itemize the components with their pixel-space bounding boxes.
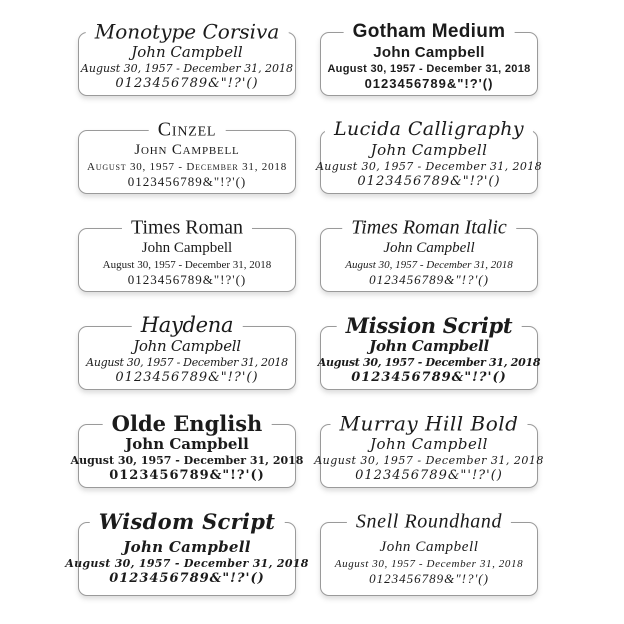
deceased-name-sample: John Campbell: [134, 142, 240, 158]
font-sample-card-cinzel: [78, 118, 296, 194]
font-sample-card-times-roman-italic: [320, 216, 538, 292]
font-sample-card-haydena: [78, 312, 296, 390]
character-set-sample: 0123456789&"!?'(): [369, 272, 489, 287]
font-sample-card-monotype-corsiva: [78, 19, 296, 96]
deceased-name-sample: John Campbell: [370, 141, 488, 159]
date-range-sample: August 30, 1957 - December 31, 2018: [317, 356, 541, 369]
font-name-label: Lucida Calligraphy: [325, 120, 533, 139]
font-sample-card-murray-hill-bold: [314, 411, 544, 488]
date-range-sample: August 30, 1957 - December 31, 2018: [314, 454, 544, 467]
character-set-sample: 0123456789&"!?'(): [351, 370, 507, 385]
font-name-label: Monotype Corsiva: [86, 21, 289, 41]
deceased-name-sample: John Campbell: [379, 539, 479, 555]
character-set-sample: 0123456789&"!?'(): [109, 468, 265, 483]
character-set-sample: 0123456789&"!?'(): [115, 370, 259, 385]
deceased-name-sample: John Campbell: [133, 337, 241, 355]
character-set-sample: 0123456789&"!?'(): [127, 174, 247, 189]
font-name-label: Murray Hill Bold: [331, 413, 528, 433]
deceased-name-sample: John Campbell: [373, 44, 485, 61]
font-sample-card-lucida-calligraphy: [315, 117, 543, 194]
date-range-sample: August 30, 1957 - December 31, 2018: [70, 454, 304, 467]
deceased-name-sample: John Campbell: [141, 240, 233, 256]
date-range-sample: August 30, 1957 - December 31, 2018: [87, 161, 287, 173]
character-set-sample: 0123456789&"!?'(): [115, 76, 259, 91]
date-range-sample: August 30, 1957 - December 31, 2018: [334, 558, 524, 570]
font-name-label: Haydena: [132, 315, 243, 336]
character-set-sample: 0123456789&"!?'(): [369, 571, 489, 586]
deceased-name-sample: John Campbell: [369, 337, 489, 355]
character-set-sample: 0123456789&"'!?'(): [355, 468, 503, 483]
font-name-label: Times Roman: [122, 217, 252, 237]
date-range-sample: August 30, 1957 - December 31, 2018: [315, 160, 543, 173]
font-sample-card-gotham-medium: [320, 20, 538, 96]
deceased-name-sample: John Campbell: [125, 435, 249, 453]
font-sample-card-olde-english: [70, 410, 304, 488]
character-set-sample: 0123456789&"!?'(): [109, 571, 265, 586]
font-name-label: Times Roman Italic: [342, 217, 516, 237]
date-range-sample: August 30, 1957 - December 31, 2018: [102, 259, 272, 271]
date-range-sample: August 30, 1957 - December 31, 2018: [80, 62, 294, 75]
deceased-name-sample: John Campbell: [123, 538, 251, 556]
deceased-name-sample: John Campbell: [131, 43, 243, 61]
date-range-sample: August 30, 1957 - December 31, 2018: [345, 259, 513, 271]
deceased-name-sample: John Campbell: [383, 240, 475, 256]
deceased-name-sample: John Campbell: [370, 435, 488, 453]
date-range-sample: August 30, 1957 - December 31, 2018: [65, 557, 309, 570]
font-name-label: Wisdom Script: [90, 511, 285, 532]
font-name-label: Gotham Medium: [344, 22, 515, 41]
character-set-sample: 0123456789&"!?'(): [127, 272, 247, 287]
font-sample-card-wisdom-script: [65, 508, 309, 596]
font-sample-card-snell-roundhand: [320, 510, 538, 596]
date-range-sample: August 30, 1957 - December 31, 2018: [327, 63, 531, 75]
font-name-label: Olde English: [103, 413, 272, 434]
character-set-sample: 0123456789&"!?'(): [357, 174, 501, 189]
font-name-label: Mission Script: [337, 315, 522, 336]
character-set-sample: 0123456789&"!?'(): [364, 76, 494, 91]
date-range-sample: August 30, 1957 - December 31, 2018: [86, 356, 288, 369]
font-name-label: Snell Roundhand: [347, 511, 511, 531]
font-name-label: Cinzel: [149, 119, 226, 139]
font-sample-card-mission-script: [317, 312, 541, 390]
font-sample-card-times-roman: [78, 216, 296, 292]
